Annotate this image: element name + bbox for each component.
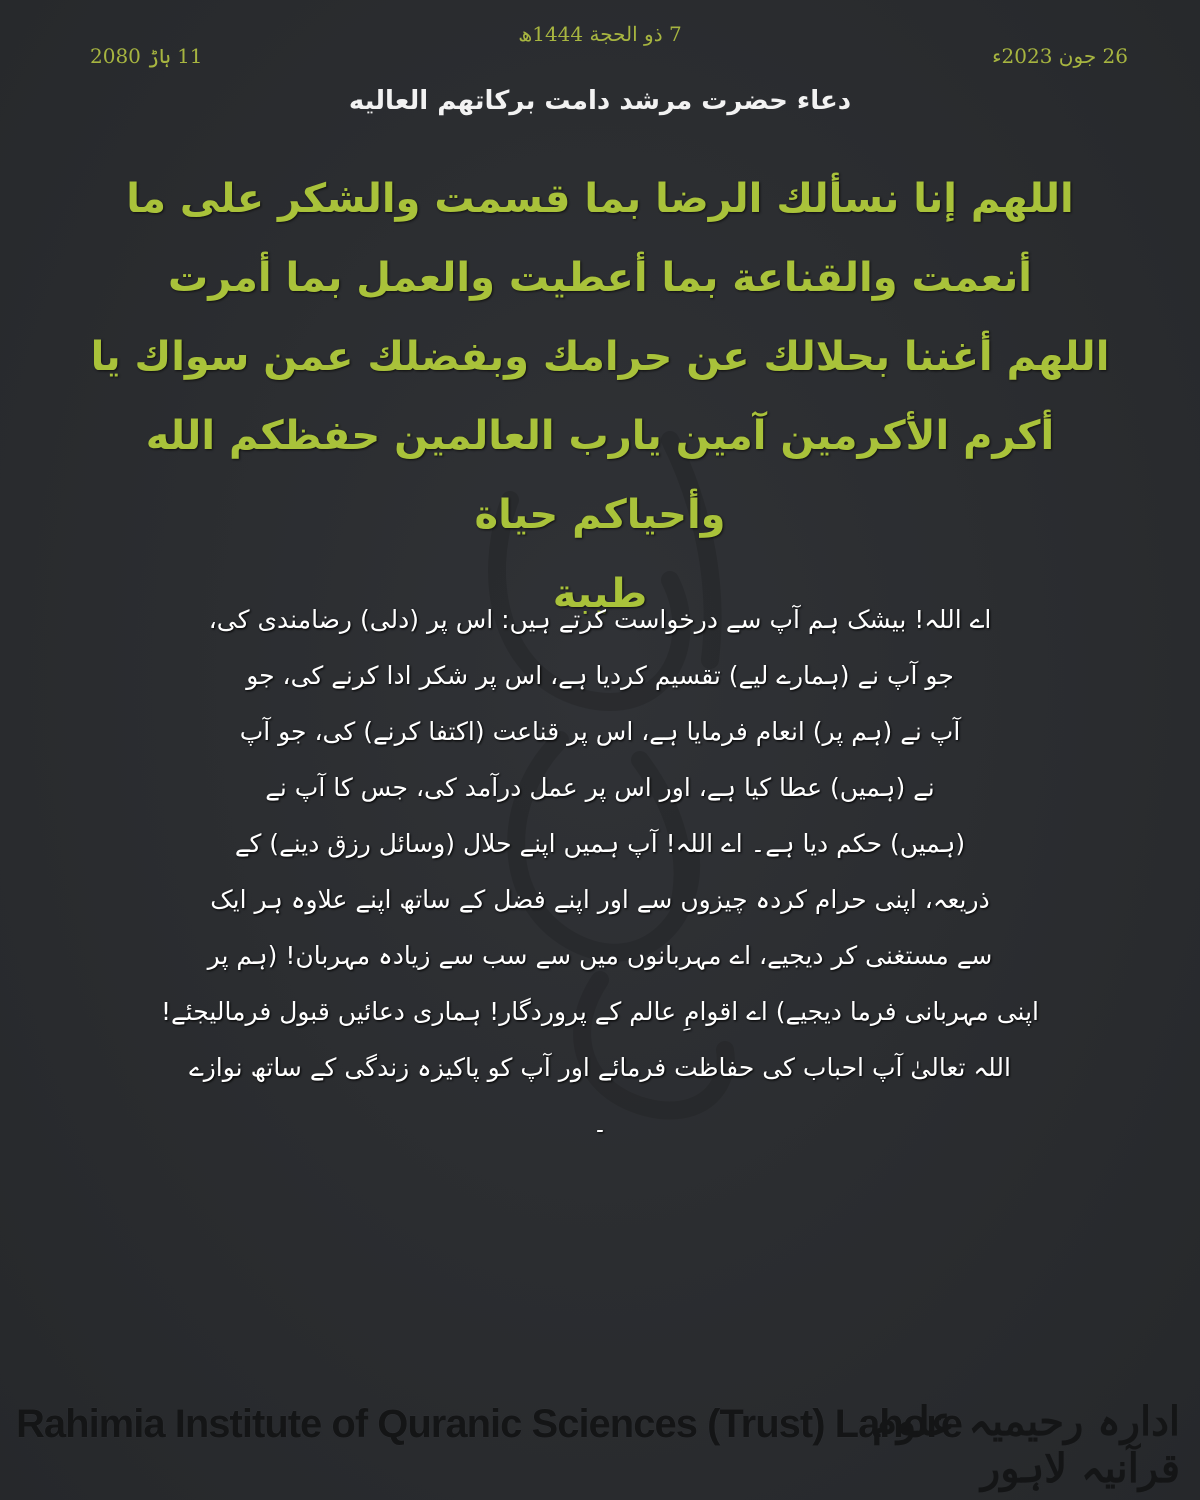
- arabic-line: أكرم الأكرمين آمين يارب العالمين حفظكم الله وأحياكم حياة: [145, 413, 1055, 538]
- urdu-line: جو آپ نے (ہمارے لیے) تقسیم کردیا ہے، اس پر شکر ادا کرنے کی، جو: [246, 661, 954, 690]
- arabic-line: أنعمت والقناعة بما أعطيت والعمل بما أمرت: [168, 255, 1032, 301]
- arabic-line: اللهم إنا نسألك الرضا بما قسمت والشكر على ما: [126, 176, 1074, 222]
- urdu-line: آپ نے (ہم پر) انعام فرمایا ہے، اس پر قناعت (اکتفا کرنے) کی، جو آپ: [239, 717, 961, 746]
- urdu-line: اے اللہ! بیشک ہم آپ سے درخواست کرتے ہیں: اس پر (دلی) رضامندی کی،: [208, 605, 992, 634]
- arabic-dua: [80, 160, 1120, 634]
- urdu-line: ذریعہ، اپنی حرام کردہ چیزوں سے اور اپنے فضل کے ساتھ اپنے علاوہ ہر ایک: [210, 885, 990, 914]
- dua-title: دعاء حضرت مرشد دامت برکاتهم العالیه: [348, 86, 852, 116]
- arabic-line: اللهم أغننا بحلالك عن حرامك وبفضلك عمن سواك يا: [90, 334, 1110, 380]
- footer: [0, 1398, 1200, 1492]
- desi-date: 11 ہاڑ 2080: [90, 44, 203, 68]
- urdu-translation: [150, 592, 1050, 1152]
- urdu-line: (ہمیں) حکم دیا ہے۔ اے اللہ! آپ ہمیں اپنے حلال (وسائل رزق دینے) کے: [234, 829, 966, 858]
- gregorian-date: 26 جون 2023ء: [992, 44, 1128, 68]
- institute-name-english: Rahimia Institute of Quranic Sciences (Trust) Lahore: [16, 1402, 962, 1446]
- urdu-line: ۔: [592, 1109, 608, 1138]
- arabic-line: طيبة: [552, 571, 648, 617]
- urdu-line: اپنی مہربانی فرما دیجیے) اے اقوامِ عالم کے پروردگار! ہماری دعائیں قبول فرمالیجئے!: [161, 997, 1039, 1026]
- institute-logo-urdu: ادارہ رحیمیہ علوم قرآنیہ لاہور: [872, 1398, 1180, 1492]
- hijri-date: 7 ذو الحجة 1444ھ: [518, 22, 682, 46]
- urdu-line: سے مستغنی کر دیجیے، اے مہربانوں میں سے سب سے زیادہ مہربان! (ہم پر: [207, 941, 993, 970]
- urdu-line: نے (ہمیں) عطا کیا ہے، اور اس پر عمل درآمد کی، جس کا آپ نے: [265, 773, 935, 802]
- urdu-line: اللہ تعالیٰ آپ احباب کی حفاظت فرمائے اور آپ کو پاکیزہ زندگی کے ساتھ نوازے: [189, 1053, 1011, 1082]
